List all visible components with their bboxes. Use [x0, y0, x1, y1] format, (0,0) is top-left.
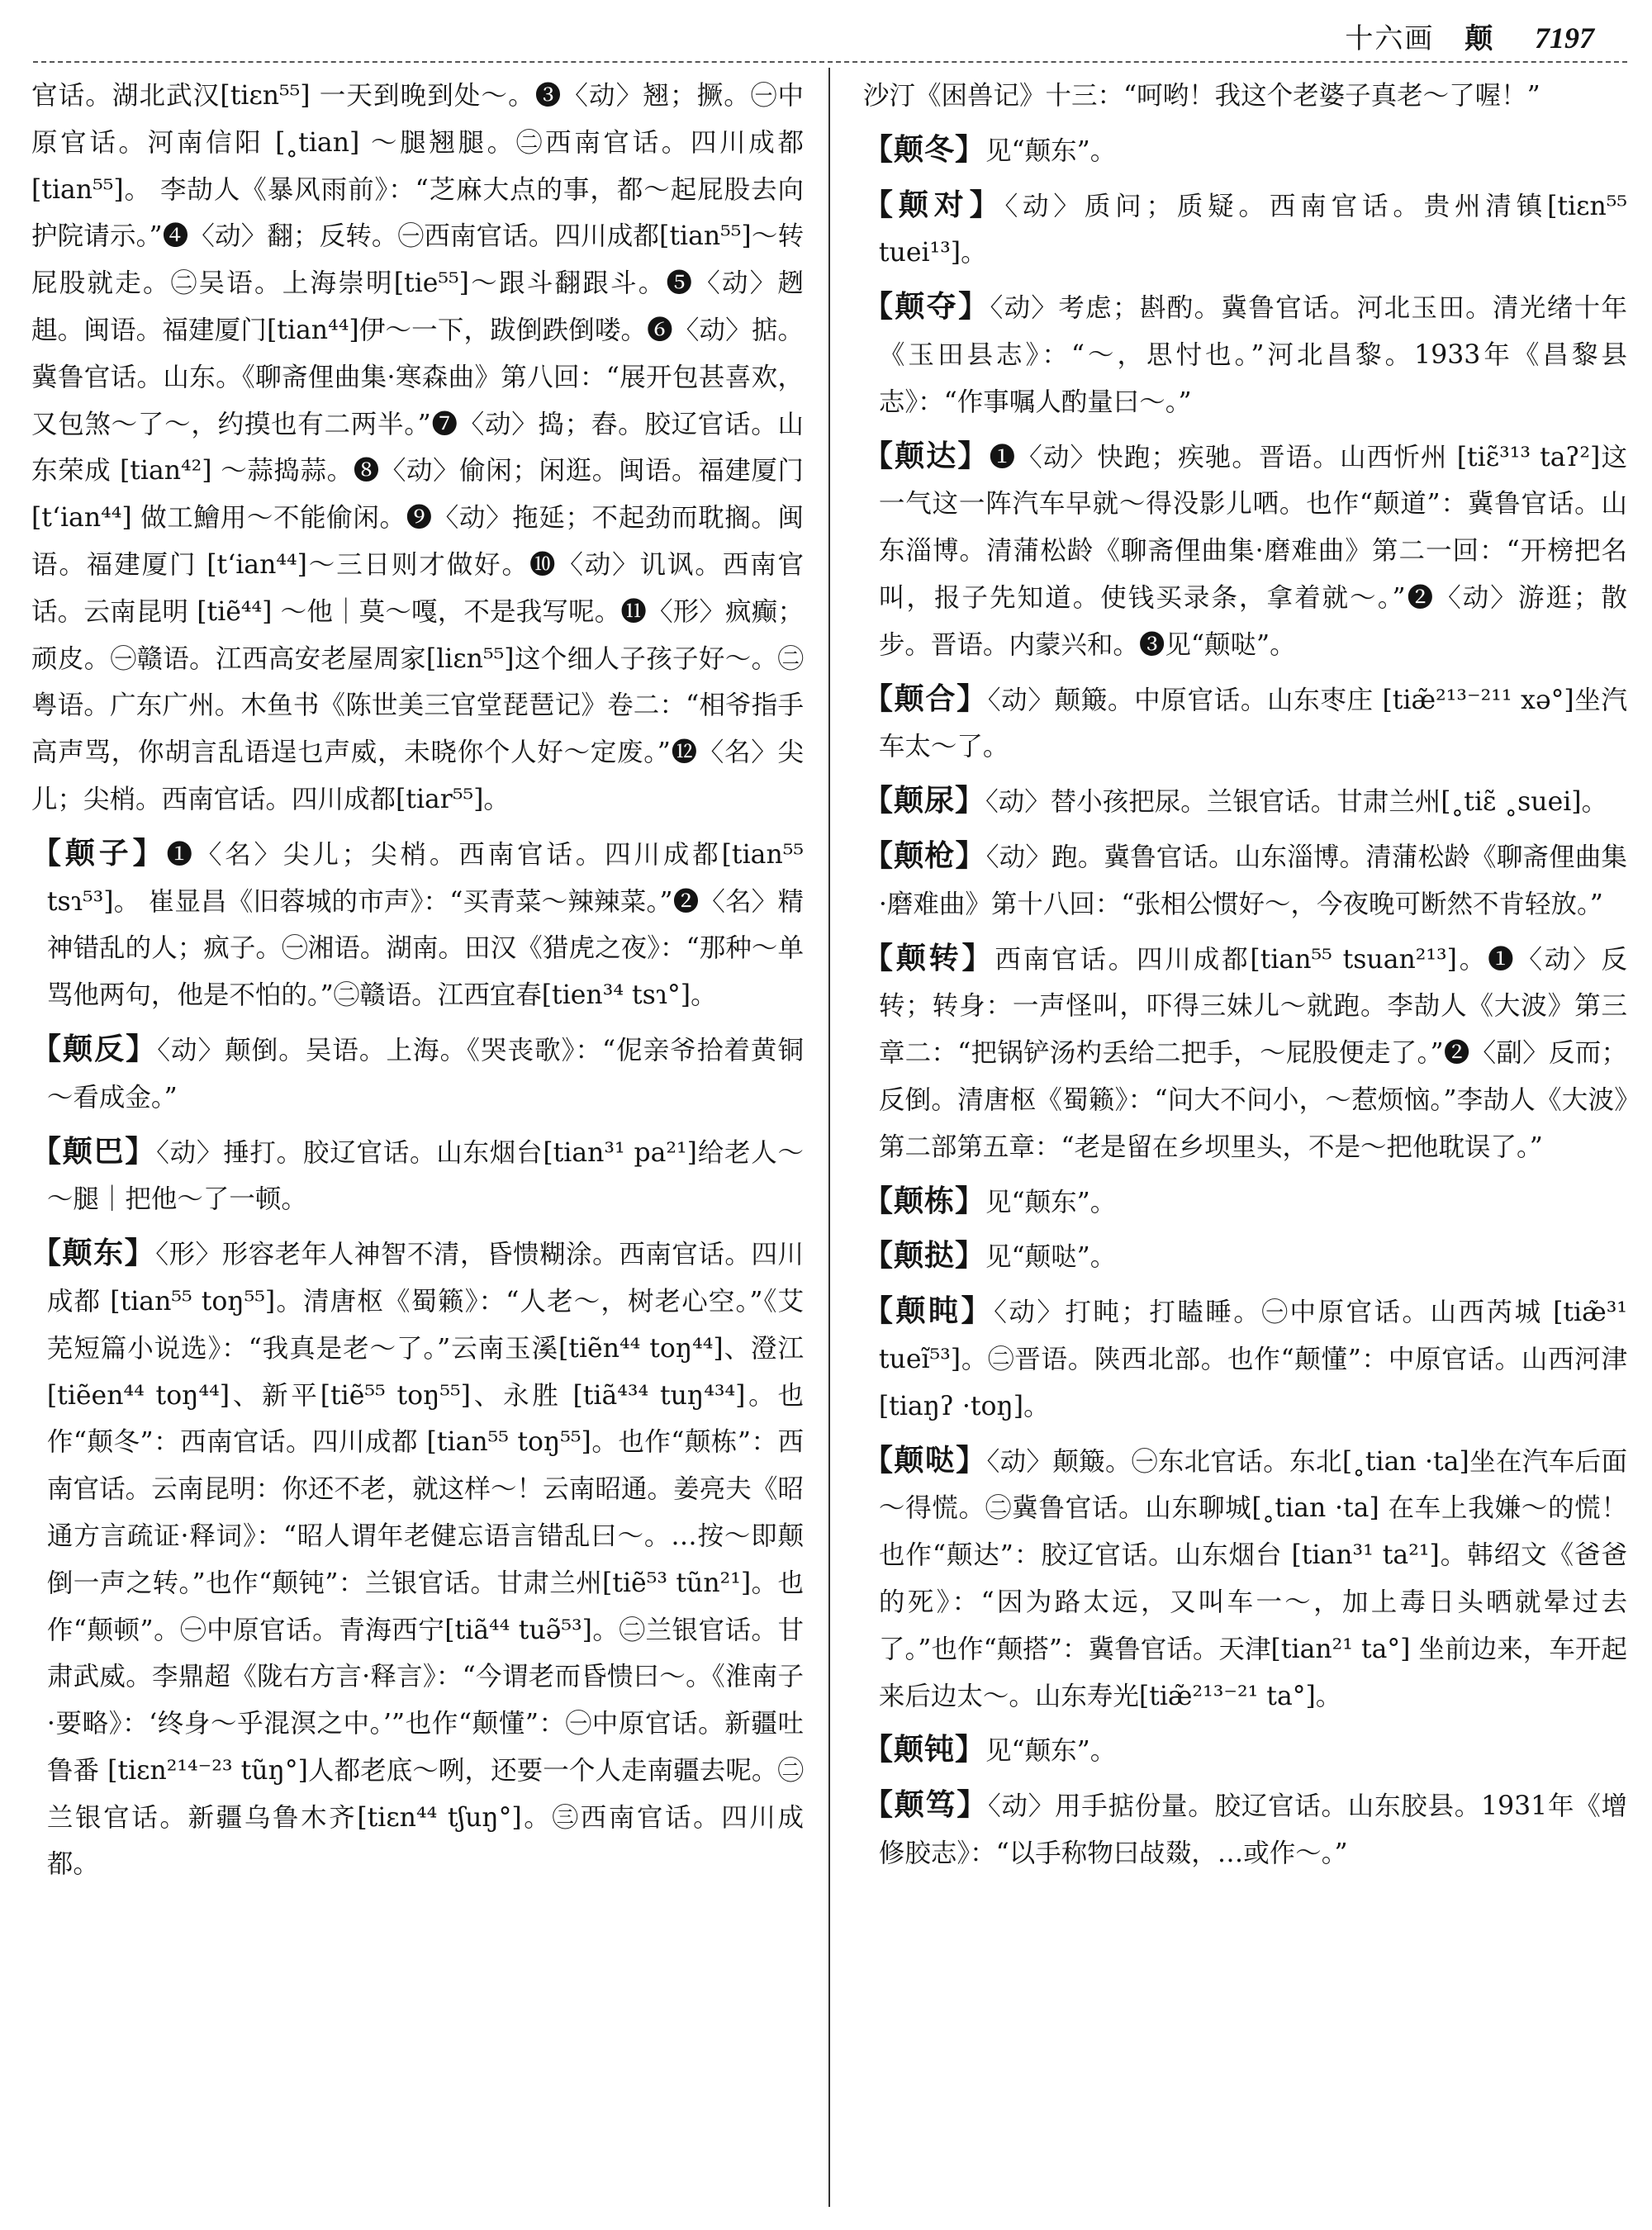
running-headword: 颠 [1464, 22, 1493, 55]
entry-headword: 【颠尿】 [863, 783, 986, 818]
entry-headword: 【颠巴】 [31, 1133, 157, 1169]
dictionary-entry [31, 1026, 804, 1122]
entry-text: 西南官话。四川成都[tian⁵⁵ tsuan²¹³]。❶〈动〉反转；转身：一声怪叫，吓得三妹儿～就跑。李劼人《大波》第三章二：“把锅铲汤杓丢给二把手，～屁股便走了。”❷〈副〉反而；反倒。清唐枢《蜀籁》：“问大不问小，～惹烦恼。”李劼人《大波》第二部第五章：“老是留在乡坝里头，不是～把他耽误了。” [878, 944, 1627, 1162]
entry-headword: 【颠枪】 [863, 837, 986, 873]
entry-headword: 【颠栋】 [863, 1183, 986, 1218]
entry-headword: 【颠东】 [31, 1236, 156, 1271]
entry-text: 见“颠东”。 [985, 135, 1117, 166]
dictionary-entry [863, 935, 1627, 1171]
dictionary-entry [863, 283, 1627, 425]
entry-headword: 【颠合】 [863, 681, 988, 716]
dictionary-entry [863, 1178, 1627, 1226]
continued-entry [863, 73, 1627, 120]
dictionary-entry [31, 1230, 804, 1888]
dictionary-entry [863, 126, 1627, 175]
dictionary-entry [863, 1782, 1627, 1877]
entry-text: ❶〈名〉尖儿；尖梢。西南官话。四川成都[tian⁵⁵ tsɿ⁵³]。 崔显昌《旧蓉城的市声》：“买青菜～辣辣菜。”❷〈名〉精神错乱的人；疯子。㊀湘语。湖南。田汉《猎虎之夜》：“那种～单骂他两句，他是不怕的。”㊁赣语。江西宜春[tien³⁴ tsɿ°]。 [46, 839, 804, 1011]
left-column [31, 73, 804, 1895]
entry-headword: 【颠子】 [31, 835, 167, 871]
entry-text: 〈动〉颠倒。吴语。上海。《哭丧歌》：“伲亲爷拾着黄铜～看成金。” [46, 1035, 804, 1113]
dictionary-entry [863, 182, 1627, 278]
right-column [863, 73, 1627, 1884]
dictionary-entry [863, 777, 1627, 826]
header-rule [33, 61, 1627, 63]
entry-text: 〈动〉捶打。胶辽官话。山东烟台[tian³¹ pa²¹]给老人～～腿｜把他～了一顿。 [46, 1137, 804, 1215]
entry-text: 〈形〉形容老年人神智不清，昏愦糊涂。西南官话。四川成都 [tian⁵⁵ toŋ⁵⁵]。清唐枢《蜀籁》：“人老～，树老心空。”《艾芜短篇小说选》：“我真是老～了。”云南玉溪[tiẽn⁴⁴ toŋ⁴⁴]、澄江[tiẽen⁴⁴ toŋ⁴⁴]、新平[tiẽ⁵⁵ toŋ⁵⁵]、永胜 [tiã⁴³⁴ tuŋ⁴³⁴]。也作“颠冬”：西南官话。四川成都 [tian⁵⁵ toŋ⁵⁵]。也作“颠栋”：西南官话。云南昆明：你还不老，就这样～！云南昭通。姜亮夫《昭通方言疏证·释词》：“昭人谓年老健忘语言错乱曰～。…按～即颠倒一声之转。”也作“颠钝”：兰银官话。甘肃兰州[tiẽ⁵³ tũn²¹]。也作“颠顿”。㊀中原官话。青海西宁[tiã⁴⁴ tuə̃⁵³]。㊁兰银官话。甘肃武威。李鼎超《陇右方言·释言》：“今谓老而昏愦曰～。《淮南子·要略》：‘终身～乎混溟之中。’”也作“颠懂”：㊀中原官话。新疆吐鲁番 [tiɛn²¹⁴⁻²³ tũŋ°]人都老底～咧，还要一个人走南疆去呢。㊁兰银官话。新疆乌鲁木齐[tiɛn⁴⁴ tʃuŋ°]。㊂西南官话。四川成都。 [46, 1240, 804, 1880]
continued-entry [31, 73, 804, 823]
entry-text: 沙汀《困兽记》十三：“呵哟！我这个老婆子真老～了喔！” [863, 81, 1540, 111]
entry-headword: 【颠笃】 [863, 1787, 989, 1823]
dictionary-entry [863, 1288, 1627, 1430]
entry-headword: 【颠哒】 [863, 1442, 987, 1478]
page-header [867, 18, 1594, 58]
dictionary-entry [863, 433, 1627, 669]
entry-headword: 【颠转】 [863, 940, 995, 975]
entry-text: 〈动〉打盹；打瞌睡。㊀中原官话。山西芮城 [tiæ̃³¹ tueĩ⁵³]。㊁晋语。陕西北部。也作“颠懂”：中原官话。山西河津[tiaŋʔ ·toŋ]。 [878, 1298, 1627, 1421]
entry-text: 〈动〉颠簸。㊀东北官话。东北[˳tian ·ta]坐在汽车后面～得慌。㊁冀鲁官话。山东聊城[˳tian ·ta] 在车上我嫌～的慌！也作“颠达”：胶辽官话。山东烟台 [tian³¹ ta²¹]。韩绍文《爸爸的死》：“因为路太远，又叫车一～，加上毒日头晒就晕过去了。”也作“颠搭”：冀鲁官话。天津[tian²¹ ta°] 坐前边来，车开起来后边太～。山东寿光[tiæ̃²¹³⁻²¹ ta°]。 [878, 1446, 1627, 1711]
dictionary-entry [863, 833, 1627, 928]
entry-headword: 【颠反】 [31, 1031, 158, 1066]
entry-headword: 【颠冬】 [863, 131, 986, 167]
entry-headword: 【颠达】 [863, 438, 990, 473]
section-label: 十六画 [1345, 22, 1435, 55]
dictionary-entry [31, 1128, 804, 1224]
entry-text: 〈动〉替小孩把尿。兰银官话。甘肃兰州[˳tiɛ̃ ˳suei]。 [985, 787, 1608, 818]
entry-text: 见“颠哒”。 [985, 1242, 1117, 1273]
entry-headword: 【颠对】 [863, 187, 1005, 222]
entry-text: 〈动〉跑。冀鲁官话。山东淄博。清蒲松龄《聊斋俚曲集·磨难曲》第十八回：“张相公惯好～，今夜晚可断然不肯轻放。” [878, 842, 1627, 919]
column-divider [828, 68, 830, 2207]
entry-text: ❶〈动〉快跑；疾驰。晋语。山西忻州 [tiɛ̃³¹³ taʔ²]这一气这一阵汽车早就～得没影儿哂。也作“颠道”：冀鲁官话。山东淄博。清蒲松龄《聊斋俚曲集·磨难曲》第二一回：“开榜把名叫，报子先知道。使钱买录条，拿着就～。”❷〈动〉游逛；散步。晋语。内蒙兴和。❸见“颠哒”。 [878, 442, 1627, 660]
entry-text: 〈动〉质问；质疑。西南官话。贵州清镇[tiɛn⁵⁵ tuei¹³]。 [878, 191, 1627, 268]
dictionary-entry [863, 676, 1627, 771]
page-number: 7197 [1535, 21, 1594, 55]
entry-headword: 【颠盹】 [863, 1293, 995, 1329]
dictionary-entry [863, 1232, 1627, 1281]
entry-headword: 【颠挞】 [863, 1238, 986, 1274]
entry-headword: 【颠夺】 [863, 289, 990, 325]
entry-text: 〈动〉颠簸。中原官话。山东枣庄 [tiæ̃²¹³⁻²¹¹ xə°]坐汽车太～了。 [878, 685, 1627, 762]
dictionary-entry [863, 1437, 1627, 1720]
entry-text: 见“颠东”。 [985, 1736, 1117, 1767]
dictionary-entry [863, 1726, 1627, 1775]
entry-text: 见“颠东”。 [985, 1187, 1117, 1217]
dictionary-entry [31, 830, 804, 1019]
entry-headword: 【颠钝】 [863, 1732, 986, 1767]
entry-text: 〈动〉考虑；斟酌。冀鲁官话。河北玉田。清光绪十年《玉田县志》：“～，思忖也。”河北昌黎。1933年《昌黎县志》：“作事嘱人酌量曰～。” [878, 293, 1627, 417]
entry-text: 〈动〉用手掂份量。胶辽官话。山东胶县。1931年《增修胶志》：“以手称物曰敁敠，…或作～。” [878, 1791, 1627, 1868]
entry-text: 官话。湖北武汉[tiɛn⁵⁵] 一天到晚到处～。❸〈动〉翘；撅。㊀中原官话。河南信阳 [˳tian] ～腿翘腿。㊁西南官话。四川成都 [tian⁵⁵]。 李劼人《暴风雨前》：“芝麻大点的事，都～起屁股去向护院请示。”❹〈动〉翻；反转。㊀西南官话。四川成都[tian⁵⁵]～转屁股就走。㊁吴语。上海崇明[tie⁵⁵]～跟斗翻跟斗。❺〈动〉趔趄。闽语。福建厦门[tian⁴⁴]伊～一下，跋倒跌倒喽。❻〈动〉掂。冀鲁官话。山东。《聊斋俚曲集·寒森曲》第八回：“展开包甚喜欢，又包煞～了～，约摸也有二两半。”❼〈动〉捣；舂。胶辽官话。山东荣成 [tian⁴²] ～蒜捣蒜。❽〈动〉偷闲；闲逛。闽语。福建厦门 [tʻian⁴⁴] 做工鱠用～不能偷闲。❾〈动〉拖延；不起劲而耽搁。闽语。福建厦门 [tʻian⁴⁴]～三日则才做好。❿〈动〉讥讽。西南官话。云南昆明 [tiẽ⁴⁴] ～他｜莫～嘎，不是我写呢。⓫〈形〉疯癫；顽皮。㊀赣语。江西高安老屋周家[liɛn⁵⁵]这个细人子孩子好～。㊁粤语。广东广州。木鱼书《陈世美三官堂琵琶记》卷二：“相爷指手高声骂，你胡言乱语逞乜声威，未晓你个人好～定废。”⓬〈名〉尖儿；尖梢。西南官话。四川成都[tiar⁵⁵]。 [31, 81, 804, 814]
